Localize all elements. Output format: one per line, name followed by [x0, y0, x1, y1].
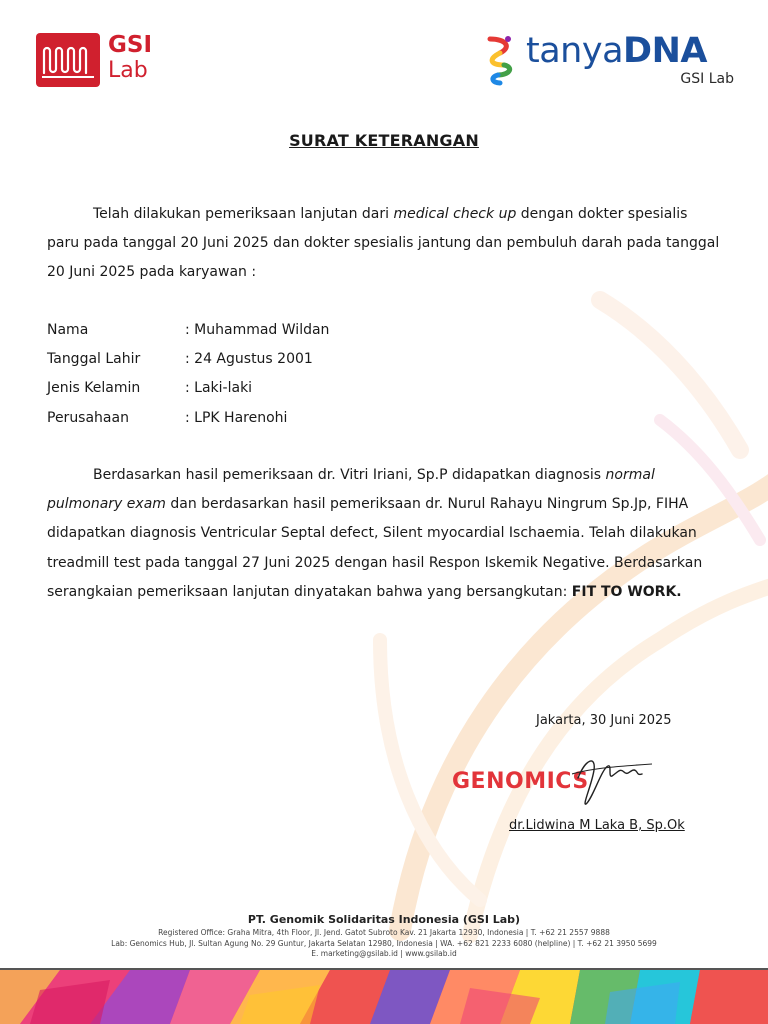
- gsi-lab-logo: [36, 33, 160, 87]
- employee-details: [47, 316, 447, 433]
- field-row-name: [47, 316, 447, 345]
- field-row-company: [47, 404, 447, 433]
- field-value: : LPK Harenohi: [185, 409, 288, 426]
- tanya-text: tanya: [526, 31, 624, 71]
- handwritten-signature: [572, 748, 652, 810]
- conclusion-paragraph: [47, 461, 723, 607]
- field-value: : 24 Agustus 2001: [185, 351, 313, 368]
- lab-text: Lab: [108, 58, 148, 83]
- intro-text-2: dengan dokter spesialis paru pada tanggal 20 Juni 2025 dan dokter spesialis jantung dan pembuluh darah pada tanggal 20 Juni 2025 pada karyawan :: [47, 206, 720, 281]
- gsi-lab-subtext: GSI Lab: [680, 71, 734, 87]
- place-date: Jakarta, 30 Juni 2025: [536, 713, 672, 728]
- footer: [0, 912, 768, 960]
- tanyadna-wordmark: [526, 33, 707, 69]
- field-row-gender: [47, 374, 447, 403]
- dna-helix-logo-icon: [36, 33, 100, 87]
- intro-text-1: Telah dilakukan pemeriksaan lanjutan dari: [93, 206, 394, 222]
- field-label: Nama: [47, 322, 89, 338]
- dna-spiral-logo-icon: [484, 33, 518, 87]
- registered-office: Registered Office: Graha Mitra, 4th Floor, Jl. Jend. Gatot Subroto Kav. 21 Jakarta 12930, Indonesia | T. +62 21 2557 9888: [158, 928, 610, 937]
- lab-address: Lab: Genomics Hub, Jl. Sultan Agung No. 29 Guntur, Jakarta Selatan 12980, Indonesia | WA. +62 821 2233 6080 (helpline) | T. +62 21 3950 5699: [111, 938, 657, 948]
- contact-line: E. marketing@gsilab.id | www.gsilab.id: [311, 949, 457, 958]
- gsi-lab-wordmark: [108, 33, 152, 83]
- fit-to-work-verdict: FIT TO WORK.: [571, 583, 682, 600]
- conclusion-italic: normal pulmonary exam: [47, 467, 655, 513]
- company-name: PT. Genomik Solidaritas Indonesia (GSI Lab): [247, 913, 521, 926]
- conclusion-text-1: Berdasarkan hasil pemeriksaan dr. Vitri Iriani, Sp.P didapatkan diagnosis: [93, 467, 606, 483]
- dna-text: DNA: [623, 31, 707, 71]
- field-row-birthdate: [47, 345, 447, 374]
- field-label: Jenis Kelamin: [47, 380, 141, 397]
- tanyadna-logo: [484, 33, 736, 89]
- colorful-footer-band: [0, 970, 768, 1024]
- document-title: SURAT KETERANGAN: [289, 131, 479, 150]
- field-value: : Muhammad Wildan: [185, 322, 330, 338]
- field-label: Tanggal Lahir: [47, 351, 141, 368]
- company-address: [0, 928, 768, 960]
- intro-italic: medical check up: [393, 206, 517, 222]
- field-label: Perusahaan: [47, 409, 129, 426]
- gsi-text: GSI: [108, 32, 153, 58]
- doctor-name: dr.Lidwina M Laka B, Sp.Ok: [509, 818, 685, 833]
- conclusion-text-2: dan berdasarkan hasil pemeriksaan dr. Nurul Rahayu Ningrum Sp.Jp, FIHA didapatkan diagnosis Ventricular Septal defect, Silent myocardial Ischaemia. Telah dilakukan treadmill test pada tanggal 27 Juni 2025 dengan hasil Respon Iskemik Negative. Berdasarkan serangkaian pemeriksaan lanjutan dinyatakan bahwa yang bersangkutan:: [47, 496, 703, 600]
- genomics-stamp: [452, 752, 652, 810]
- intro-paragraph: [47, 200, 723, 288]
- genomics-logo-text: GENOMICS: [452, 769, 589, 794]
- field-value: : Laki-laki: [185, 380, 253, 397]
